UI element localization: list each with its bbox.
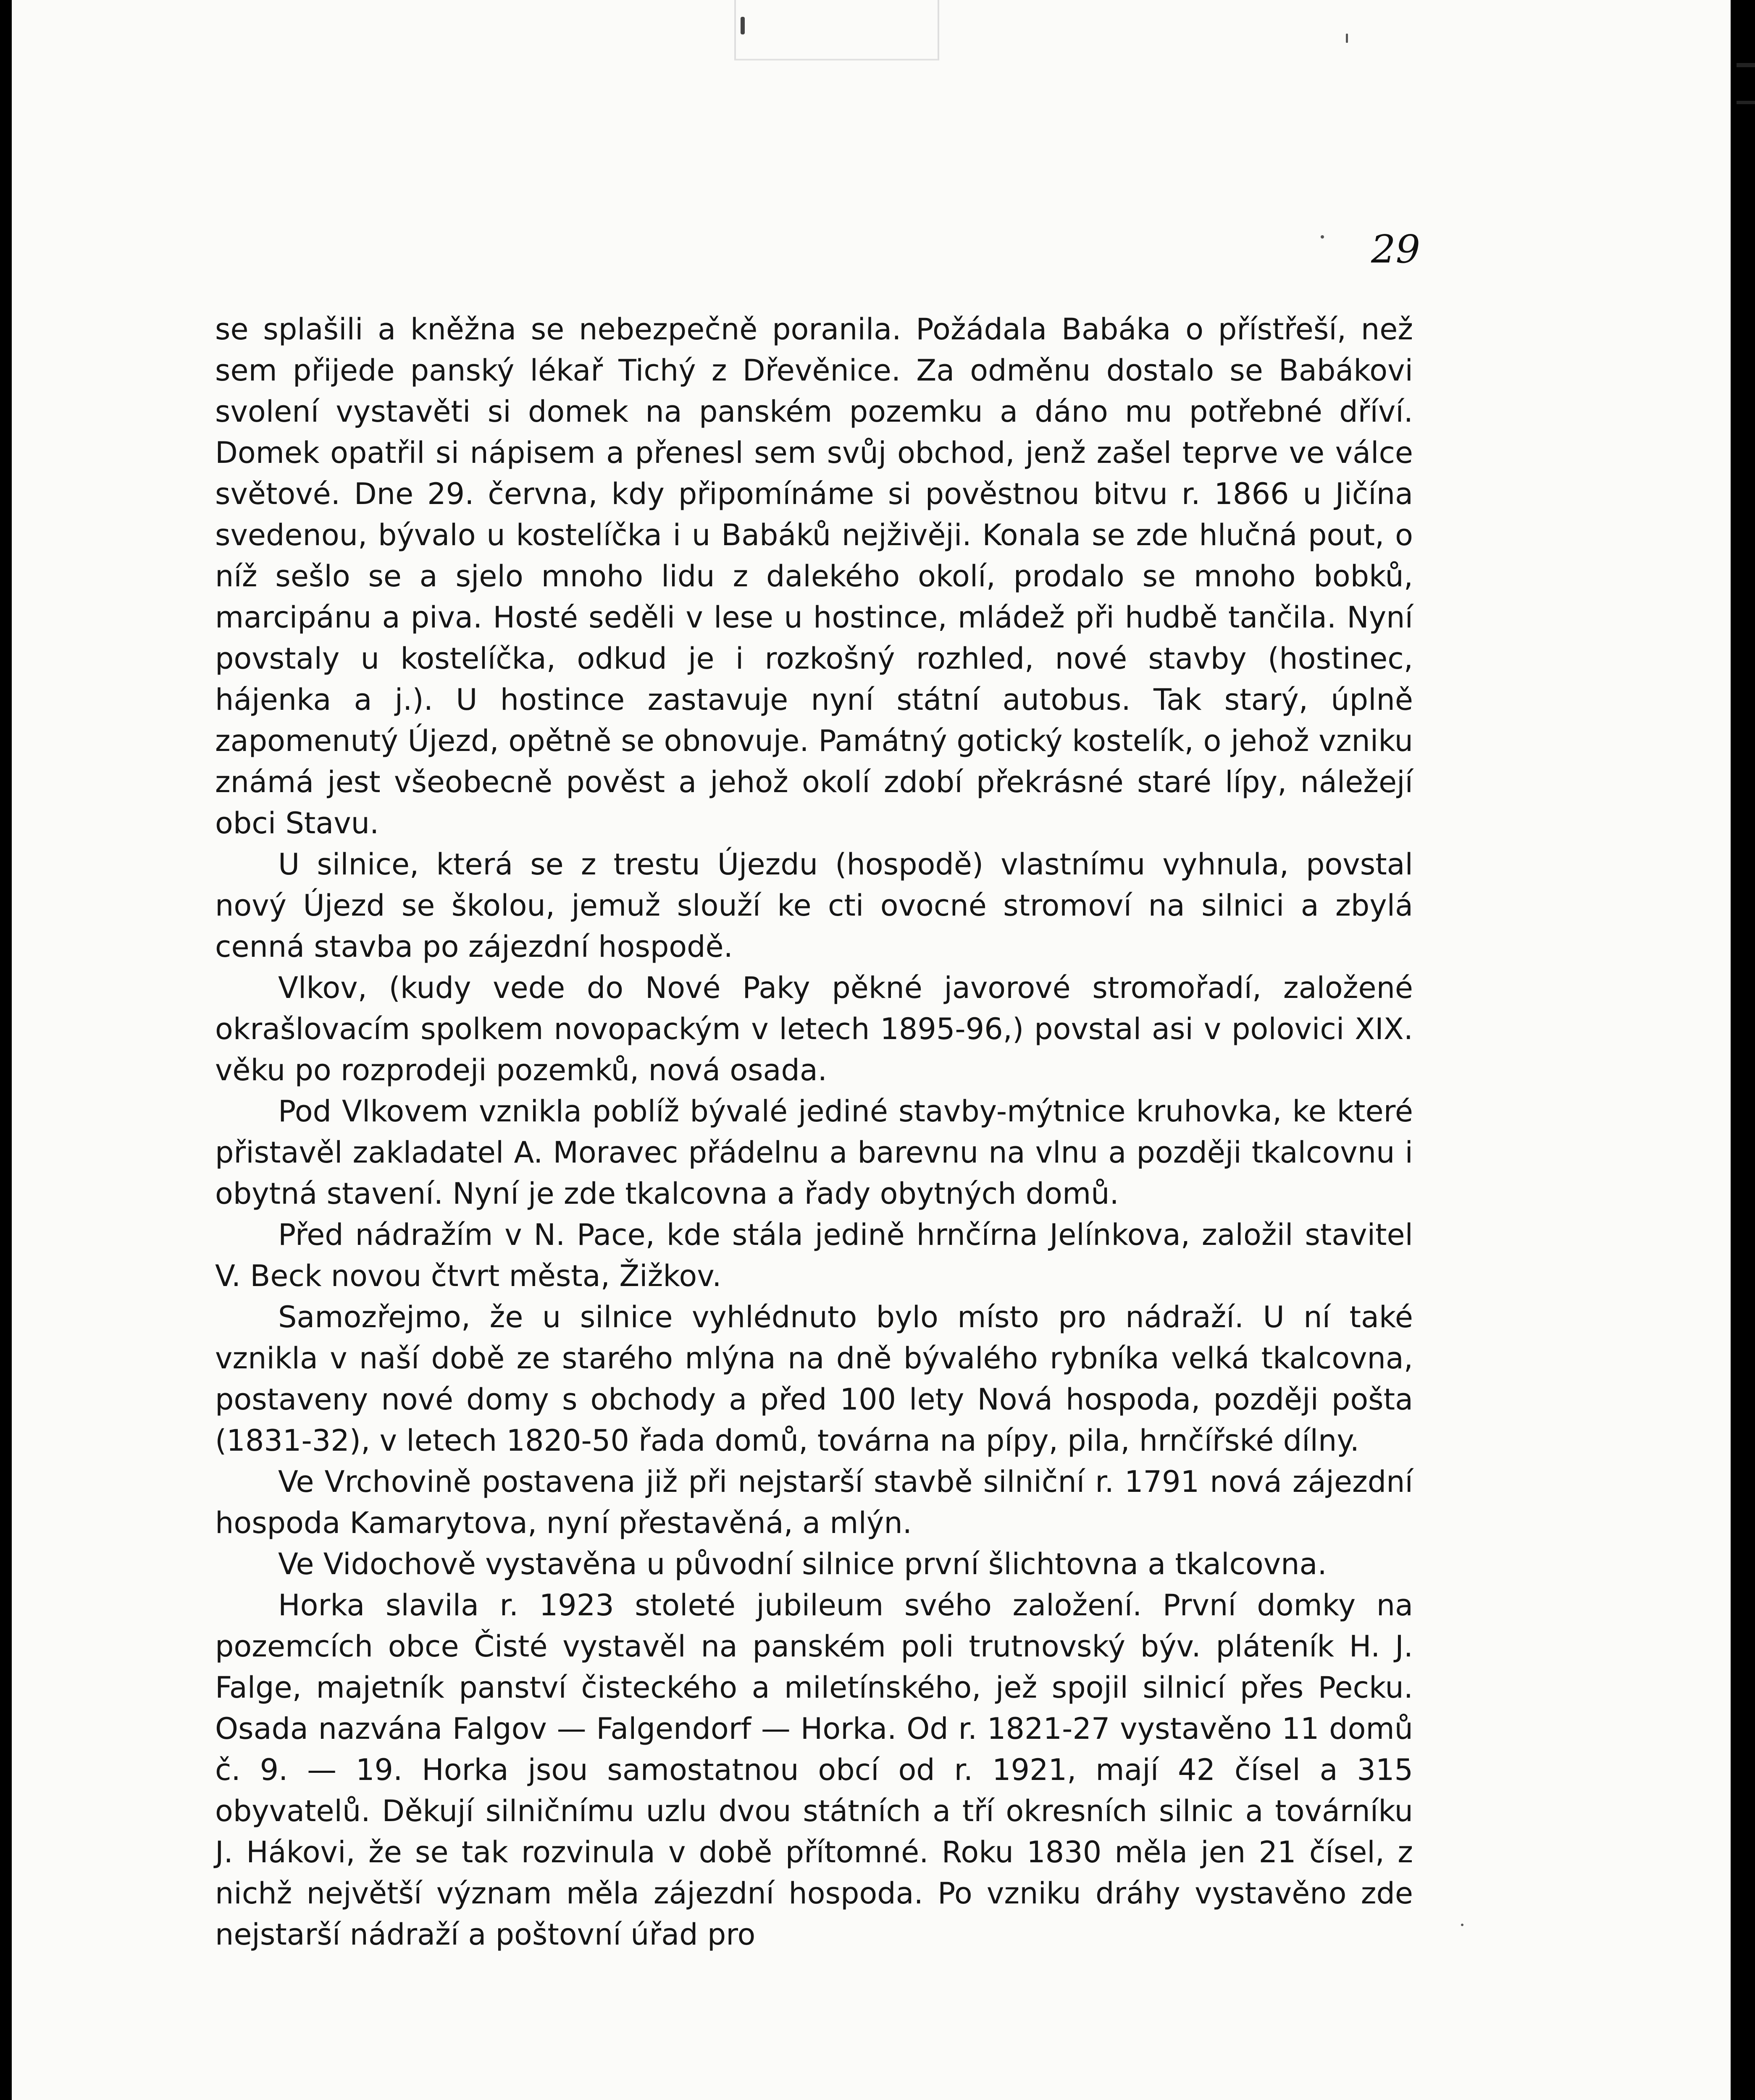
- paragraph: Vlkov, (kudy vede do Nové Paky pěkné javorové stromořadí, založené okrašlovacím spolkem novopackým v letech 1895-96,) povstal asi v polovici XIX. věku po rozprodeji pozemků, nová osada.: [215, 971, 1413, 1087]
- page-number: 29: [1371, 227, 1421, 272]
- scanned-page: [12, 0, 1731, 2100]
- paragraph: Ve Vidochově vystavěna u původní silnice první šlichtovna a tkalcovna.: [278, 1547, 1327, 1581]
- scan-artifact-top: [734, 0, 939, 60]
- paragraph: se splašili a kněžna se nebezpečně poranila. Požádala Babáka o přístřeší, než sem přijede panský lékař Tichý z Dřevěnice. Za odměnu dostalo se Babákovi svolení vystavěti si domek na panském pozemku a dáno mu potřebné dříví. Domek opatřil si nápisem a přenesl sem svůj obchod, jenž zašel teprve ve válce světové. Dne 29. června, kdy připomínáme si pověstnou bitvu r. 1866 u Jičína svedenou, bývalo u kostelíčka i u Babáků nejživěji. Konala se zde hlučná pout, o níž sešlo se a sjelo mnoho lidu z dalekého okolí, prodalo se mnoho bobků, marcipánu a piva. Hosté seděli v lese u hostince, mládež při hudbě tančila. Nyní povstaly u kostelíčka, odkud je i rozkošný rozhled, nové stavby (hostinec, hájenka a j.). U hostince zastavuje nyní státní autobus. Tak starý, úplně zapomenutý Újezd, opětně se obnovuje. Památný gotický kostelík, o jehož vzniku známá jest všeobecně pověst a jehož okolí zdobí překrásné staré lípy, náležejí obci Stavu.: [215, 312, 1413, 840]
- page-edge-mark: [1737, 63, 1755, 67]
- dust-speck: [1321, 235, 1324, 239]
- dust-speck: [1461, 1924, 1463, 1926]
- paragraph: Horka slavila r. 1923 stoleté jubileum svého založení. První domky na pozemcích obce Čisté vystavěl na panském poli trutnovský býv. pláteník H. J. Falge, majetník panství čisteckého a miletínského, jež spojil silnicí přes Pecku. Osada nazvána Falgov — Falgendorf — Horka. Od r. 1821-27 vystavěno 11 domů č. 9. — 19. Horka jsou samostatnou obcí od r. 1921, mají 42 čísel a 315 obyvatelů. Děkují silničnímu uzlu dvou státních a tří okresních silnic a továrníku J. Hákovi, že se tak rozvinula v době přítomné. Roku 1830 měla jen 21 čísel, z nichž největší význam měla zájezdní hospoda. Po vzniku dráhy vystavěno zde nejstarší nádraží a poštovní úřad pro: [215, 1588, 1413, 1952]
- paragraph: Před nádražím v N. Pace, kde stála jedině hrnčírna Jelínkova, založil stavitel V. Beck novou čtvrt města, Žižkov.: [215, 1218, 1413, 1293]
- paragraph: Ve Vrchovině postavena již při nejstarší stavbě silniční r. 1791 nová zájezdní hospoda Kamarytova, nyní přestavěná, a mlýn.: [215, 1465, 1413, 1540]
- paragraph: U silnice, která se z trestu Újezdu (hospodě) vlastnímu vyhnula, povstal nový Újezd se školou, jemuž slouží ke cti ovocné stromoví na silnici a zbylá cenná stavba po zájezdní hospodě.: [215, 847, 1413, 964]
- paragraph: Pod Vlkovem vznikla poblíž bývalé jediné stavby-mýtnice kruhovka, ke které přistavěl zakladatel A. Moravec přádelnu a barevnu na vlnu a později tkalcovnu i obytná stavení. Nyní je zde tkalcovna a řady obytných domů.: [215, 1094, 1413, 1211]
- scan-artifact-dot: [741, 17, 745, 34]
- page-edge-mark: [1737, 101, 1755, 104]
- dust-speck: [1346, 34, 1348, 43]
- body-text: [215, 309, 1413, 1955]
- paragraph: Samozřejmo, že u silnice vyhlédnuto bylo místo pro nádraží. U ní také vznikla v naší době ze starého mlýna na dně bývalého rybníka velká tkalcovna, postaveny nové domy s obchody a před 100 lety Nová hospoda, později pošta (1831-32), v letech 1820-50 řada domů, továrna na pípy, pila, hrnčířské dílny.: [215, 1300, 1413, 1458]
